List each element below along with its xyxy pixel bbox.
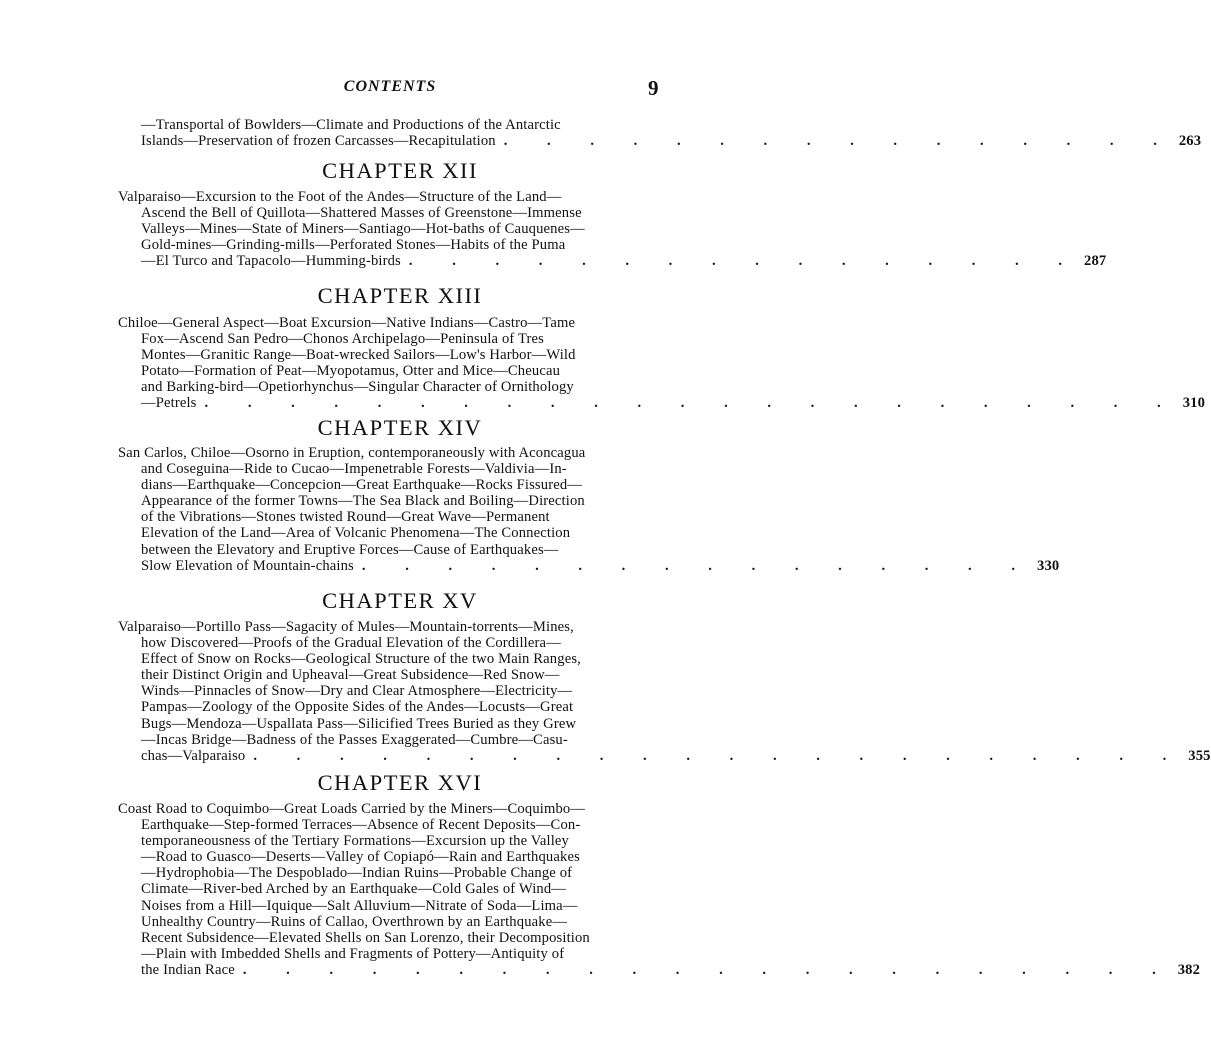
entry-line: dians—Earthquake—Concepcion—Great Earthquake—Rocks Fissured—	[141, 477, 583, 494]
entry-line: —Hydrophobia—The Despoblado—Indian Ruins—Probable Change of	[141, 865, 573, 882]
entry-line: Valparaiso—Portillo Pass—Sagacity of Mules—Mountain-torrents—Mines,	[118, 619, 574, 635]
chapter-heading: CHAPTER XIV	[317, 415, 483, 440]
entry-line: —El Turco and Tapacolo—Humming-birds	[141, 253, 401, 270]
entry-line: Ascend the Bell of Quillota—Shattered Masses of Greenstone—Immense	[141, 205, 582, 222]
entry-last-line	[118, 557, 1060, 574]
entry-last-line	[118, 133, 1202, 150]
entry-line: how Discovered—Proofs of the Gradual Elevation of the Cordillera—	[141, 635, 561, 652]
entry-line: their Distinct Origin and Upheaval—Great Subsidence—Red Snow—	[141, 667, 560, 684]
entry-line: Islands—Preservation of frozen Carcasses—Recapitulation	[141, 133, 496, 150]
dot-leader: . . . . . . . . . . . . . . . . . . . . . .	[242, 961, 1174, 978]
dot-leader: . . . . . . . . . . . . . . . . . . . . . .	[253, 747, 1185, 764]
entry-page-ref: 287	[1084, 253, 1107, 270]
entry-line: Pampas—Zoology of the Opposite Sides of the Andes—Locusts—Great	[141, 699, 574, 716]
entry-line: Valleys—Mines—State of Miners—Santiago—Hot-baths of Cauquenes—	[141, 221, 585, 238]
chapter-heading: CHAPTER XII	[322, 158, 478, 183]
entry-line: Elevation of the Land—Area of Volcanic Phenomena—The Connection	[141, 525, 571, 542]
dot-leader: . . . . . . . . . . . . . . . .	[503, 133, 1175, 150]
entry-last-line	[118, 961, 1201, 978]
entry-line: —Plain with Imbedded Shells and Fragments of Pottery—Antiquity of	[141, 945, 565, 962]
entry-page-ref: 310	[1182, 395, 1206, 412]
entry-line: Noises from a Hill—Iquique—Salt Alluvium—Nitrate of Soda—Lima—	[141, 897, 578, 914]
entry-line: San Carlos, Chiloe—Osorno in Eruption, contemporaneously with Aconcagua	[118, 445, 586, 461]
continuation-entry	[118, 117, 1202, 150]
entry-line: Chiloe—General Aspect—Boat Excursion—Native Indians—Castro—Tame	[118, 315, 576, 331]
entry-line: Unhealthy Country—Ruins of Callao, Overthrown by an Earthquake—	[141, 913, 568, 930]
entry-line: temporaneousness of the Tertiary Formations—Excursion up the Valley	[141, 833, 569, 850]
entry-line: Effect of Snow on Rocks—Geological Structure of the two Main Ranges,	[141, 651, 581, 668]
entry-line: Coast Road to Coquimbo—Great Loads Carried by the Miners—Coquimbo—	[118, 801, 586, 817]
entry-page-ref: 330	[1037, 557, 1060, 574]
entry-line: Earthquake—Step-formed Terraces—Absence of Recent Deposits—Con-	[141, 817, 581, 834]
running-head	[0, 78, 800, 100]
entry-line: chas—Valparaiso	[141, 747, 246, 764]
entry-line: Recent Subsidence—Elevated Shells on San Lorenzo, their Decomposition	[141, 929, 590, 946]
chapter-summary	[118, 619, 1211, 764]
page-number: 9	[648, 76, 659, 100]
entry-line: Slow Elevation of Mountain-chains	[141, 557, 354, 574]
entry-line: —Transportal of Bowlders—Climate and Productions of the Antarctic	[141, 117, 561, 133]
chapter-summary	[118, 801, 1201, 978]
entry-line: Winds—Pinnacles of Snow—Dry and Clear Atmosphere—Electricity—	[141, 683, 573, 700]
chapter-heading: CHAPTER XVI	[317, 770, 483, 795]
entry-line: of the Vibrations—Stones twisted Round—Great Wave—Permanent	[141, 509, 550, 526]
entry-line: and Barking-bird—Opetiorhynchus—Singular Character of Ornithology	[141, 379, 574, 396]
dot-leader: . . . . . . . . . . . . . . . .	[361, 557, 1033, 574]
entry-line: and Coseguina—Ride to Cucao—Impenetrable Forests—Valdivia—In-	[141, 461, 567, 478]
entry-line: Climate—River-bed Arched by an Earthquake—Cold Gales of Wind—	[141, 881, 567, 898]
entry-page-ref: 355	[1188, 747, 1211, 764]
chapter-summary	[118, 315, 1206, 412]
dot-leader: . . . . . . . . . . . . . . . .	[408, 253, 1080, 270]
entry-line: Gold-mines—Grinding-mills—Perforated Stones—Habits of the Puma	[141, 237, 566, 254]
entry-line: —Incas Bridge—Badness of the Passes Exaggerated—Cumbre—Casu-	[141, 731, 568, 748]
entry-line: Potato—Formation of Peat—Myopotamus, Otter and Mice—Cheucau	[141, 363, 561, 380]
entry-line: Bugs—Mendoza—Uspallata Pass—Silicified Trees Buried as they Grew	[141, 715, 577, 732]
chapter-heading: CHAPTER XIII	[317, 283, 483, 308]
running-title: CONTENTS	[343, 78, 437, 95]
entry-line: —Road to Guasco—Deserts—Valley of Copiapó—Rain and Earthquakes	[141, 849, 580, 866]
entry-last-line	[118, 253, 1107, 270]
chapter-summary	[118, 189, 1107, 270]
entry-page-ref: 382	[1177, 961, 1201, 978]
entry-last-line	[118, 747, 1211, 764]
entry-page-ref: 263	[1178, 133, 1202, 150]
chapter-summary	[118, 445, 1060, 574]
entry-line: between the Elevatory and Eruptive Forces—Cause of Earthquakes—	[141, 541, 559, 558]
chapter-heading: CHAPTER XV	[322, 588, 478, 613]
entry-line: Fox—Ascend San Pedro—Chonos Archipelago—Peninsula of Tres	[141, 331, 544, 348]
entry-line: Appearance of the former Towns—The Sea Black and Boiling—Direction	[141, 493, 585, 510]
entry-line: Montes—Granitic Range—Boat-wrecked Sailors—Low's Harbor—Wild	[141, 347, 576, 364]
entry-last-line	[118, 395, 1206, 412]
dot-leader: . . . . . . . . . . . . . . . . . . . . . . .	[204, 395, 1179, 412]
entry-line: Valparaiso—Excursion to the Foot of the Andes—Structure of the Land—	[118, 189, 562, 205]
entry-line: —Petrels	[141, 395, 197, 412]
entry-line: the Indian Race	[141, 961, 235, 978]
